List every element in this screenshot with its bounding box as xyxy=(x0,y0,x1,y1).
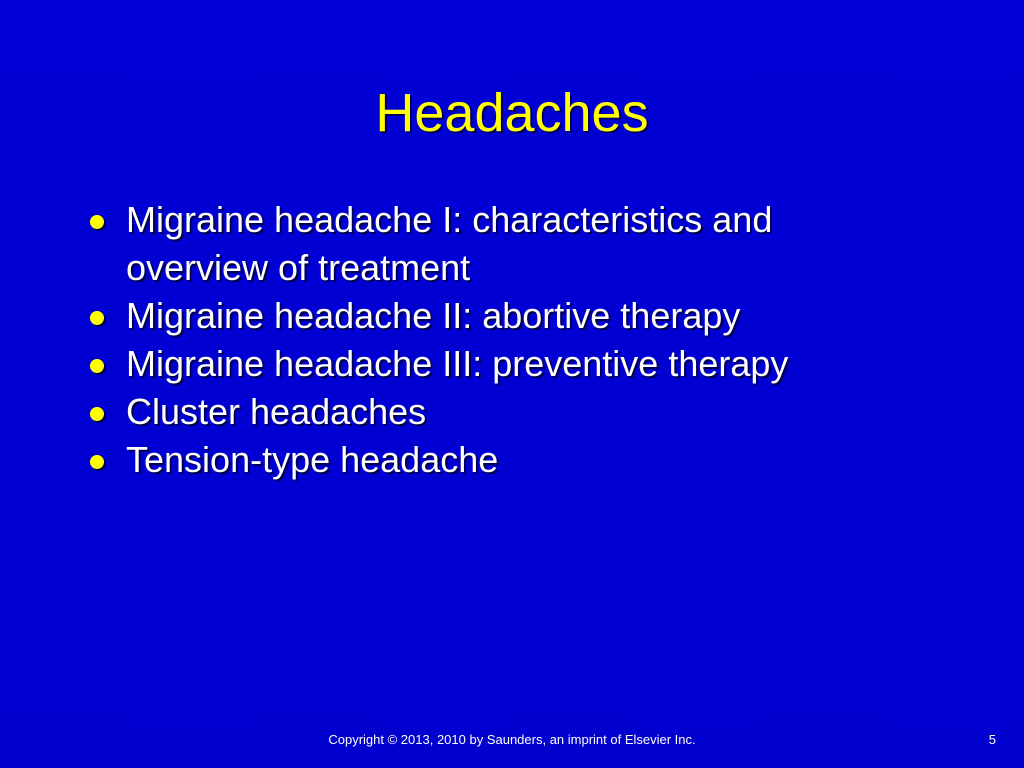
bullet-text: Tension-type headache xyxy=(126,439,499,480)
bullet-dot-icon xyxy=(90,359,104,373)
bullet-item xyxy=(86,388,906,436)
bullet-dot-icon xyxy=(90,455,104,469)
bullet-text: Cluster headaches xyxy=(126,391,427,432)
bullet-item xyxy=(86,196,906,292)
bullet-text: Migraine headache II: abortive therapy xyxy=(126,295,741,336)
slide-title: Headaches xyxy=(375,83,649,143)
bullet-dot-icon xyxy=(90,407,104,421)
copyright-footer: Copyright © 2013, 2010 by Saunders, an imprint of Elsevier Inc. xyxy=(328,732,696,747)
page-number: 5 xyxy=(988,732,996,747)
bullet-list xyxy=(86,196,906,484)
bullet-text: Migraine headache III: preventive therapy xyxy=(126,343,789,384)
bullet-item xyxy=(86,340,906,388)
bullet-text: Migraine headache I: characteristics and overview of treatment xyxy=(126,199,773,288)
bullet-item xyxy=(86,436,906,484)
bullet-dot-icon xyxy=(90,215,104,229)
bullet-dot-icon xyxy=(90,311,104,325)
bullet-item xyxy=(86,292,906,340)
